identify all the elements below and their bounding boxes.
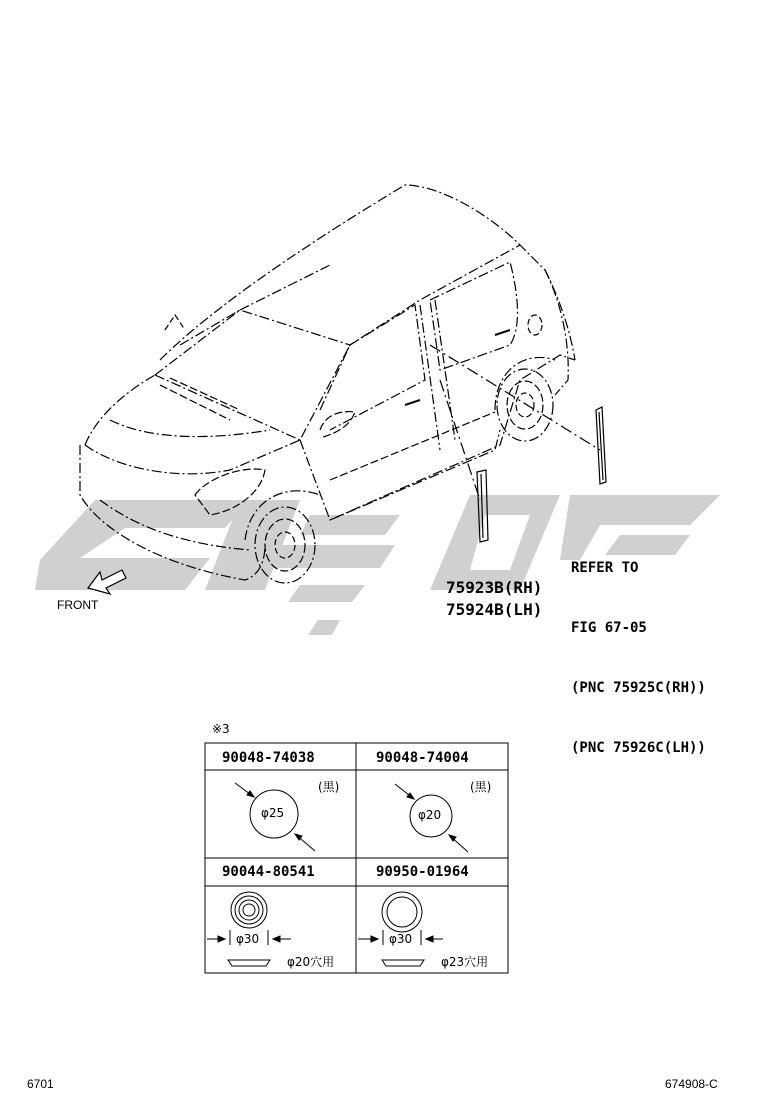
reference-line-3: (PNC 75925C(RH)) bbox=[571, 680, 706, 696]
table-cell-hole-note: φ23穴用 bbox=[441, 955, 489, 969]
part-number-lh: 75924B(LH) bbox=[446, 600, 543, 619]
table-cell-size-label: φ20 bbox=[418, 808, 442, 822]
referenced-part bbox=[596, 407, 606, 484]
reference-line-4: (PNC 75926C(LH)) bbox=[571, 740, 706, 756]
table-cell-hole-note: φ20穴用 bbox=[287, 955, 335, 969]
table-note-mark: ※3 bbox=[212, 722, 230, 736]
front-label: FRONT bbox=[57, 598, 99, 612]
table-cell-color-note: (黒) bbox=[318, 780, 340, 794]
table-cell-size-label: φ25 bbox=[261, 806, 285, 820]
reference-line-2: FIG 67-05 bbox=[571, 620, 647, 636]
grommet-drawing-1 bbox=[207, 892, 291, 966]
illustration-id: 674908-C bbox=[665, 1077, 718, 1091]
table-cell-size-label: φ30 bbox=[389, 932, 413, 946]
table-cell-part-number: 90048-74038 bbox=[222, 750, 315, 766]
table-cell-part-number: 90044-80541 bbox=[222, 864, 315, 880]
reference-note bbox=[571, 518, 706, 798]
grommet-drawing-2 bbox=[358, 892, 443, 966]
table-cell-part-number: 90048-74004 bbox=[376, 750, 469, 766]
table-cell-part-number: 90950-01964 bbox=[376, 864, 469, 880]
reference-line-1: REFER TO bbox=[571, 560, 639, 576]
page-number: 6701 bbox=[27, 1077, 54, 1091]
part-number-rh: 75923B(RH) bbox=[446, 578, 543, 597]
table-cell-color-note: (黒) bbox=[470, 780, 492, 794]
table-cell-size-label: φ30 bbox=[236, 932, 260, 946]
